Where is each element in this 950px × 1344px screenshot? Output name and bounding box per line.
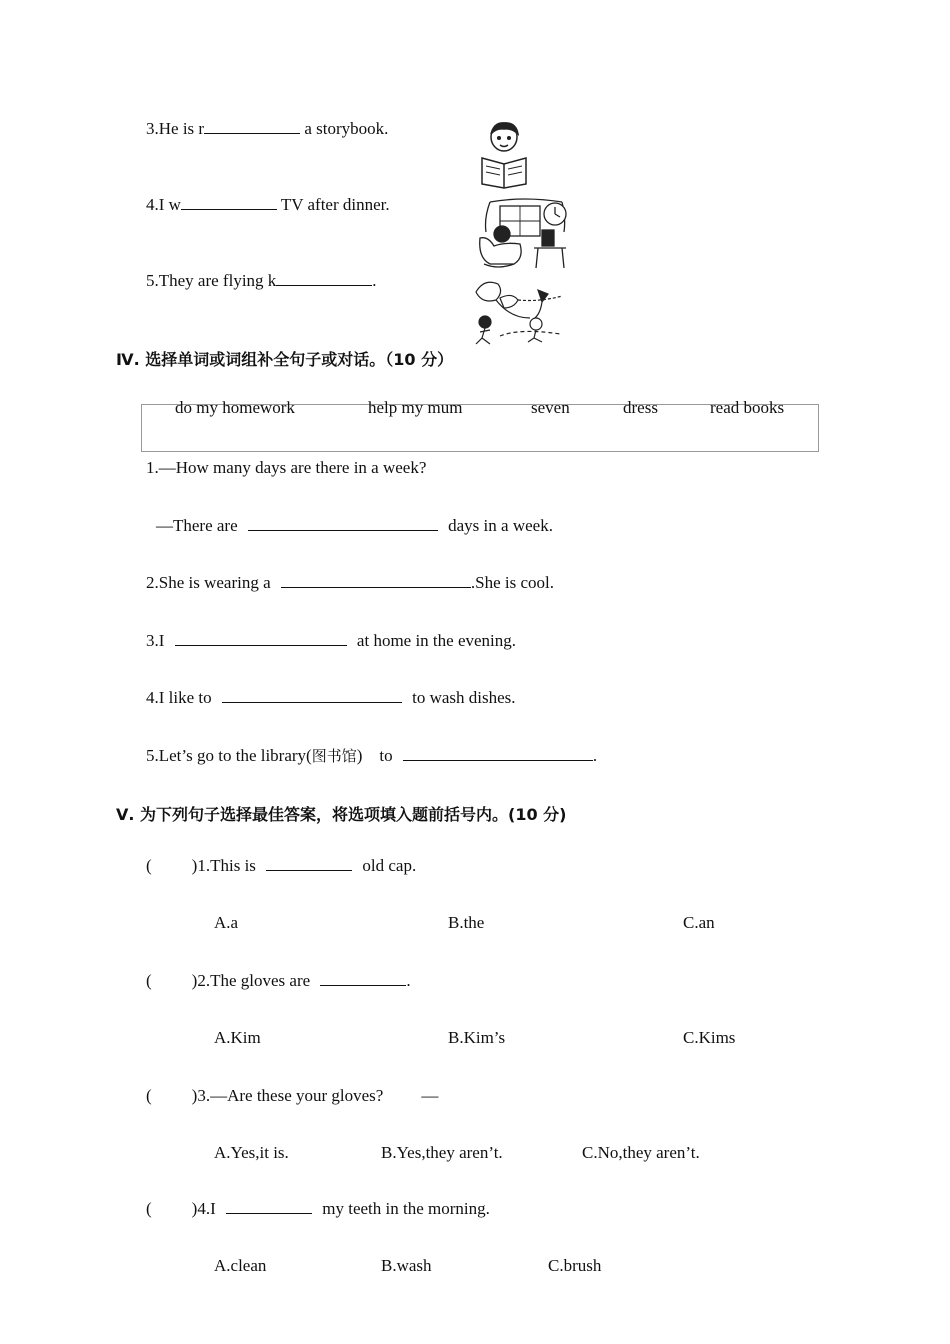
boy-reading-illustration	[476, 120, 532, 190]
s4-q4	[146, 687, 516, 708]
answer-blank[interactable]	[181, 194, 277, 210]
word-bank-item: seven	[531, 398, 570, 417]
s5-q4-post: my teeth in the morning.	[322, 1199, 490, 1218]
answer-paren-close: )	[191, 1199, 198, 1218]
s5-q4-option-c: C.brush	[548, 1256, 602, 1275]
answer-blank[interactable]	[403, 745, 593, 761]
s4-q3-pre: 3.I	[146, 631, 165, 650]
s5-q4-pre: 4.I	[197, 1199, 216, 1218]
flying-kites-illustration	[470, 278, 566, 346]
s5-q2-option-c: C.Kims	[683, 1028, 736, 1047]
s5-q1-pre: 1.This is	[197, 856, 256, 875]
answer-paren-close: )	[191, 1086, 198, 1105]
s4-q5-pre: 5.Let’s go to the library(	[146, 746, 312, 765]
s4-q1-pre: —There are	[156, 516, 238, 535]
s5-q3-dash: —	[421, 1086, 439, 1105]
s5-q1-option-a: A.a	[214, 913, 239, 932]
s5-q4	[146, 1198, 490, 1219]
word-bank-item: help my mum	[368, 398, 463, 417]
s5-q1	[146, 855, 416, 876]
watching-tv-illustration	[474, 198, 570, 270]
answer-blank[interactable]	[320, 970, 406, 986]
s5-q1-post: old cap.	[362, 856, 417, 875]
s4-q5-chinese: 图书馆	[311, 747, 357, 765]
section-5-heading: Ⅴ. 为下列句子选择最佳答案，将选项填入题前括号内。(10 分)	[116, 805, 567, 824]
s5-q3-option-a: A.Yes,it is.	[214, 1143, 289, 1162]
s4-q5-post: .	[592, 746, 598, 765]
answer-paren-open: (	[146, 971, 152, 990]
answer-paren-open: (	[146, 1086, 152, 1105]
s3-item-5-post: .	[372, 271, 377, 290]
s3-item-3-pre: 3.He is r	[146, 119, 205, 138]
s4-q5-mid: ) to	[356, 746, 393, 765]
s4-q1-question: 1.—How many days are there in a week?	[146, 458, 427, 477]
s5-q1-option-b: B.the	[448, 913, 485, 932]
answer-blank[interactable]	[266, 855, 352, 871]
s3-item-4	[146, 194, 390, 215]
s4-q1-answer	[156, 515, 553, 536]
s4-q4-pre: 4.I like to	[146, 688, 212, 707]
answer-paren-close: )	[191, 856, 198, 875]
s5-q2-option-b: B.Kim’s	[448, 1028, 506, 1047]
s3-item-4-pre: 4.I w	[146, 195, 181, 214]
answer-blank[interactable]	[222, 687, 402, 703]
answer-blank[interactable]	[204, 118, 300, 134]
s5-q3-option-b: B.Yes,they aren’t.	[381, 1143, 503, 1162]
s3-item-3-post: a storybook.	[300, 119, 389, 138]
answer-blank[interactable]	[281, 572, 471, 588]
s4-q2	[146, 572, 554, 593]
s4-q4-post: to wash dishes.	[412, 688, 516, 707]
s5-q2	[146, 970, 411, 991]
s5-q2-option-a: A.Kim	[214, 1028, 261, 1047]
s5-q1-option-c: C.an	[683, 913, 715, 932]
s4-q3	[146, 630, 516, 651]
s5-q4-option-b: B.wash	[381, 1256, 432, 1275]
s5-q3-pre: 3.—Are these your gloves?	[197, 1086, 384, 1105]
answer-blank[interactable]	[276, 270, 372, 286]
word-bank-item: dress	[623, 398, 658, 417]
s4-q3-post: at home in the evening.	[356, 631, 517, 650]
answer-paren-close: )	[191, 971, 198, 990]
s4-q2-post: .She is cool.	[470, 573, 554, 592]
s3-item-3	[146, 118, 388, 139]
answer-paren-open: (	[146, 1199, 152, 1218]
s4-q1-post: days in a week.	[448, 516, 553, 535]
word-bank-item: read books	[710, 398, 785, 417]
s3-item-5-pre: 5.They are flying k	[146, 271, 277, 290]
s3-item-4-post: TV after dinner.	[276, 195, 390, 214]
s5-q2-post: .	[406, 971, 411, 990]
answer-blank[interactable]	[175, 630, 347, 646]
s5-q2-pre: 2.The gloves are	[197, 971, 311, 990]
answer-blank[interactable]	[226, 1198, 312, 1214]
section-4-heading: Ⅳ. 选择单词或词组补全句子或对话。（10 分）	[116, 350, 454, 369]
answer-paren-open: (	[146, 856, 152, 875]
word-bank-item: do my homework	[175, 398, 295, 417]
s3-item-5	[146, 270, 377, 291]
answer-blank[interactable]	[248, 515, 438, 531]
s5-q3	[146, 1086, 438, 1106]
s4-q2-pre: 2.She is wearing a	[146, 573, 271, 592]
s5-q4-option-a: A.clean	[214, 1256, 267, 1275]
s5-q3-option-c: C.No,they aren’t.	[582, 1143, 700, 1162]
s4-q5	[146, 745, 597, 766]
